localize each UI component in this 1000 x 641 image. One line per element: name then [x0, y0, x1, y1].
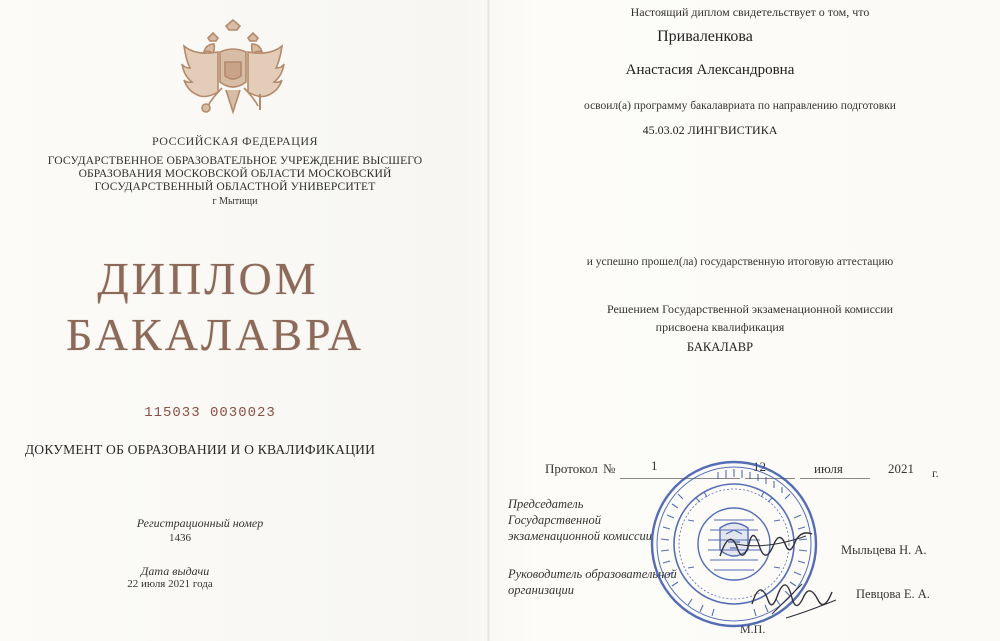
- seal-place-mark: М.П.: [740, 622, 766, 636]
- issue-date-label: Дата выдачи: [140, 564, 210, 578]
- head-signature: [746, 574, 846, 624]
- qualification-awarded-label: присвоена квалификация: [655, 320, 785, 334]
- protocol-number-sign: №: [603, 461, 616, 476]
- country-name: РОССИЙСКАЯ ФЕДЕРАЦИЯ: [151, 134, 319, 148]
- city: г Мытищи: [212, 196, 258, 207]
- issue-date: 22 июля 2021 года: [127, 578, 213, 590]
- protocol-year: 2021: [888, 461, 914, 476]
- protocol-year-suffix: г.: [932, 466, 939, 480]
- document-type: ДОКУМЕНТ ОБ ОБРАЗОВАНИИ И О КВАЛИФИКАЦИИ: [24, 442, 376, 457]
- graduate-given-names: Анастасия Александровна: [625, 62, 795, 78]
- chair-title-line: экзаменационной комиссии: [508, 529, 653, 543]
- registration-number: 1436: [169, 532, 191, 544]
- title-bachelor: БАКАЛАВРА: [66, 309, 364, 360]
- attestation-statement: и успешно прошел(ла) государственную итоговую аттестацию: [586, 256, 894, 268]
- protocol-label: Протокол: [545, 461, 598, 476]
- head-title-line: организации: [508, 583, 574, 597]
- program-statement: освоил(а) программу бакалавриата по направлению подготовки: [584, 100, 896, 112]
- head-name: Певцова Е. А.: [856, 587, 930, 601]
- protocol-day: 12: [753, 459, 766, 474]
- chair-name: Мыльцева Н. А.: [841, 543, 927, 557]
- double-headed-eagle-icon: [178, 18, 288, 133]
- protocol-number: 1: [651, 458, 658, 473]
- org-line: ГОСУДАРСТВЕННЫЙ ОБЛАСТНОЙ УНИВЕРСИТЕТ: [94, 180, 376, 193]
- org-line: ГОСУДАРСТВЕННОЕ ОБРАЗОВАТЕЛЬНОЕ УЧРЕЖДЕНИЕ ВЫСШЕГО: [47, 154, 423, 167]
- title-diploma: ДИПЛОМ: [97, 253, 319, 304]
- commission-decision: Решением Государственной экзаменационной комиссии: [606, 302, 894, 316]
- head-title-line: Руководитель образовательной: [508, 567, 677, 581]
- qualification: БАКАЛАВР: [686, 340, 754, 354]
- serial-number: 115033 0030023: [144, 405, 276, 421]
- registration-label: Регистрационный номер: [136, 516, 264, 530]
- org-line: ОБРАЗОВАНИЯ МОСКОВСКОЙ ОБЛАСТИ МОСКОВСКИЙ: [78, 167, 392, 180]
- chair-signature: [716, 522, 826, 570]
- chair-title-line: Государственной: [508, 513, 601, 527]
- program-code: 45.03.02 ЛИНГВИСТИКА: [642, 123, 778, 137]
- graduate-surname: Приваленкова: [657, 28, 753, 45]
- witness-text: Настоящий диплом свидетельствует о том, что: [630, 5, 870, 19]
- protocol-month: июля: [814, 461, 843, 476]
- organization-name: [20, 154, 450, 193]
- page-fold: [487, 0, 490, 641]
- chair-title-line: Председатель: [508, 497, 584, 511]
